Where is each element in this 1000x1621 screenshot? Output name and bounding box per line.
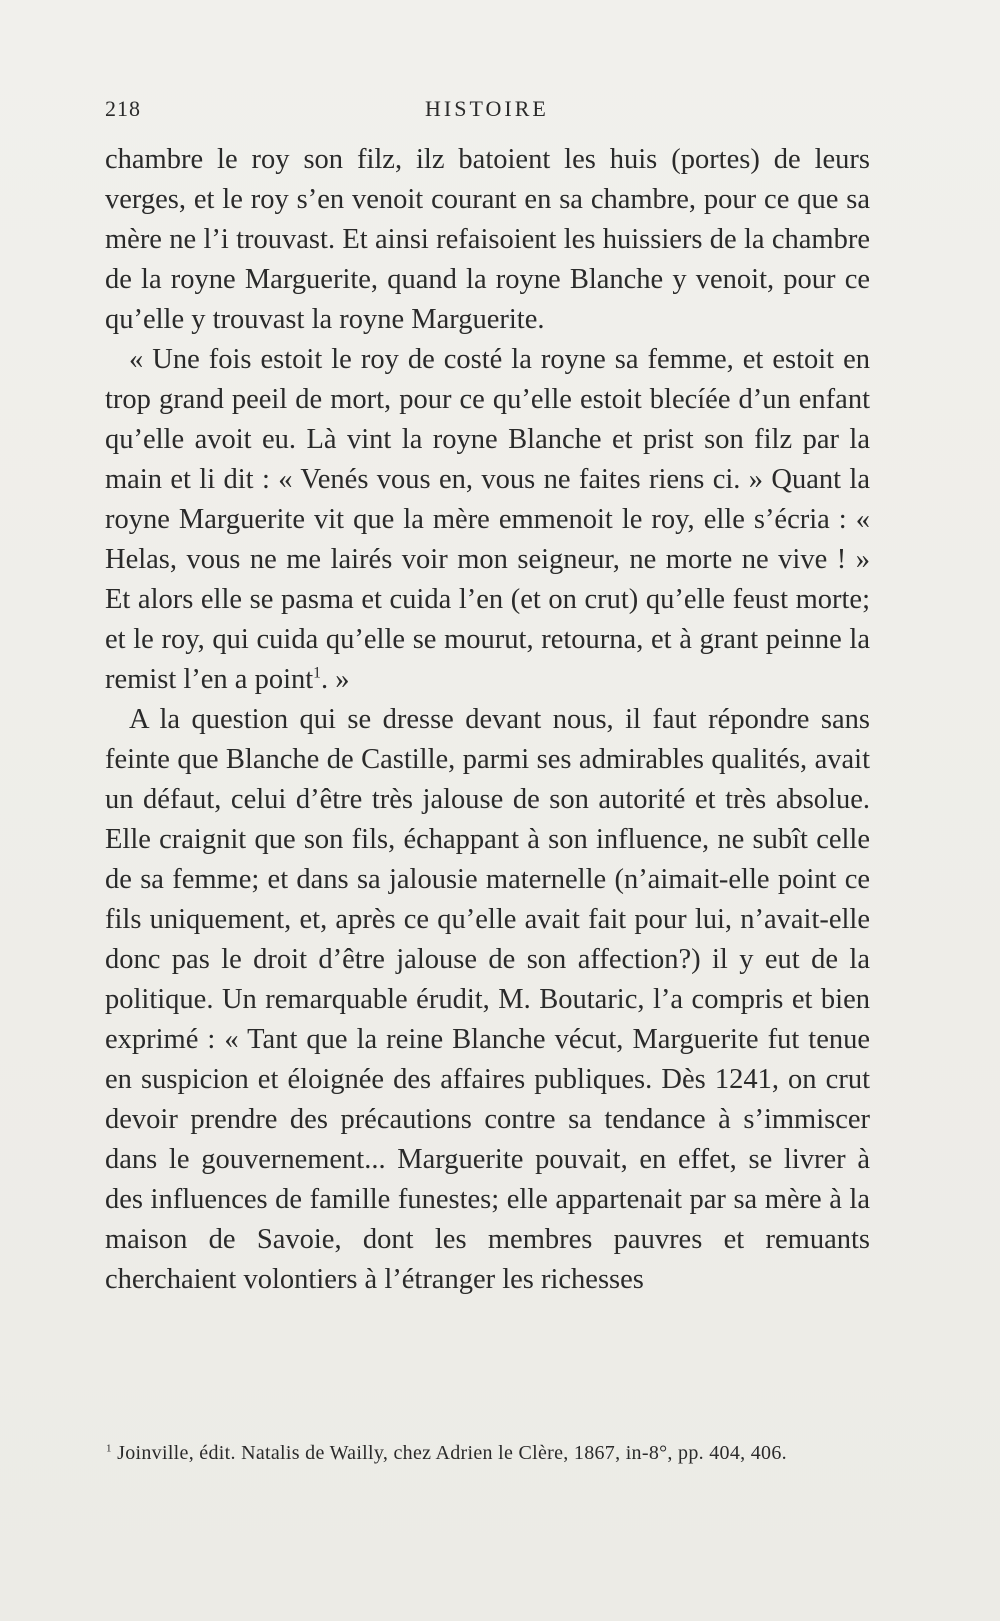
footnote-reference: 1 [313,664,321,682]
running-title: HISTOIRE [425,96,549,121]
page-number: 218 [105,96,141,121]
paragraph-1-text: chambre le roy son filz, ilz batoient les huis (portes) de leurs verges, et le roy s’en venoit courant en sa chambre, pour ce que sa mère ne l’i trouvast. Et ainsi refaisoient les huissiers de la chambre de la royne Marguerite, quand la royne Blanche y venoit, pour ce qu’elle y trouvast la royne Marguerite. [105,144,870,335]
footnote-text: Joinville, édit. Natalis de Wailly, chez Adrien le Clère, 1867, in-8°, pp. 404, 406. [117,1442,787,1464]
footnote [90,1440,870,1466]
body-text [105,140,870,1300]
running-head [105,96,865,136]
paragraph-2 [105,340,870,700]
paragraph-3 [105,700,870,1300]
paragraph-2-text: « Une fois estoit le roy de costé la royne sa femme, et estoit en trop grand peeil de mort, pour ce qu’elle estoit blecíée d’un enfant qu’elle avoit eu. Là vint la royne Blanche et prist son filz par la main et li dit : « Venés vous en, vous ne faites riens ci. » Quant la royne Marguerite vit que la mère emmenoit le roy, elle s’écria : « Helas, vous ne me lairés voir mon seigneur, ne morte ne vive ! » Et alors elle se pasma et cuida l’en (et on crut) qu’elle feust morte; et le roy, qui cuida qu’elle se mourut, retourna, et à grant peinne la remist l’en a point [105,344,870,695]
footnote-marker: 1 [106,1442,112,1455]
paragraph-2-closing: . » [320,664,350,695]
paragraph-1 [105,140,870,340]
paragraph-3-text: A la question qui se dresse devant nous, il faut répondre sans feinte que Blanche de Castille, parmi ses admirables qualités, avait un défaut, celui d’être très jalouse de son autorité et très absolue. Elle craignit que son fils, échappant à son influence, ne subît celle de sa femme; et dans sa jalousie maternelle (n’aimait-elle point ce fils uniquement, et, après ce qu’elle avait fait pour lui, n’avait-elle donc pas le droit d’être jalouse de son affection?) il y eut de la politique. Un remarquable érudit, M. Boutaric, l’a compris et bien exprimé : « Tant que la reine Blanche vécut, Marguerite fut tenue en suspicion et éloignée des affaires publiques. Dès 1241, on crut devoir prendre des précautions contre sa tendance à s’immiscer dans le gouvernement... Marguerite pouvait, en effet, se livrer à des influences de famille funestes; elle appartenait par sa mère à la maison de Savoie, dont les membres pauvres et remuants cherchaient volontiers à l’étranger les richesses [105,704,870,1295]
